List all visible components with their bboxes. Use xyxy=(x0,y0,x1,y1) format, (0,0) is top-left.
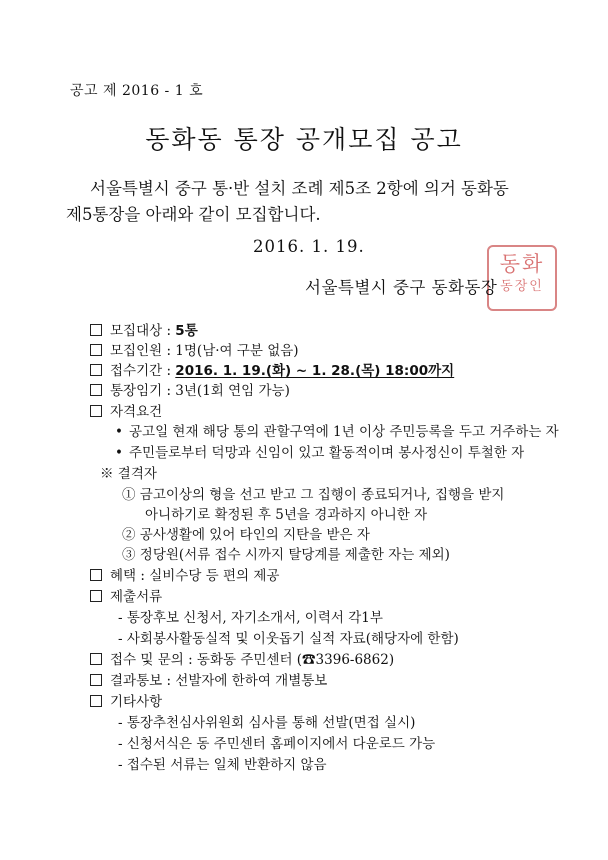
intro-line-2: 제5통장을 아래와 같이 모집합니다. xyxy=(66,205,321,224)
item-text: 공고일 현재 해당 통의 관할구역에 1년 이상 주민등록을 두고 거주하는 자 xyxy=(129,424,559,440)
item-text: 통장임기 : 3년(1회 연임 가능) xyxy=(110,383,290,399)
official-seal xyxy=(487,245,557,311)
item-text: 접수 및 문의 : 동화동 주민센터 (☎3396-6862) xyxy=(110,652,395,668)
checkbox-icon xyxy=(90,674,102,686)
etc-3: - 접수된 서류는 일체 반환하지 않음 xyxy=(118,757,327,773)
qualification-2 xyxy=(115,441,524,461)
item-heading: 기타사항 xyxy=(110,694,163,710)
item-documents xyxy=(90,585,162,605)
item-label: 접수기간 : xyxy=(110,363,176,379)
checkbox-icon xyxy=(90,590,102,602)
checkbox-icon xyxy=(90,653,102,665)
document-title: 동화동 통장 공개모집 공고 xyxy=(145,125,463,154)
checkbox-icon xyxy=(90,695,102,707)
item-text: 결과통보 : 선발자에 한하여 개별통보 xyxy=(110,673,328,689)
item-contact xyxy=(90,648,394,668)
checkbox-icon xyxy=(90,384,102,396)
checkbox-icon xyxy=(90,364,102,376)
item-heading: 자격요건 xyxy=(110,404,163,420)
item-result xyxy=(90,669,327,689)
etc-1: - 통장추천심사위원회 심사를 통해 선발(면접 실시) xyxy=(118,715,416,731)
seal-text-2: 동장인 xyxy=(500,279,544,294)
checkbox-icon xyxy=(90,344,102,356)
disqualification-2: ② 공사생활에 있어 타인의 지탄을 받은 자 xyxy=(122,527,370,543)
item-recruit-count xyxy=(90,339,299,359)
item-recruit-target xyxy=(90,319,198,339)
item-qualifications xyxy=(90,400,162,420)
notice-number: 공고 제 2016 - 1 호 xyxy=(70,83,204,99)
seal-text-1: 동화 xyxy=(499,252,545,276)
checkbox-icon xyxy=(90,405,102,417)
issuer-name: 서울특별시 중구 동화동장 xyxy=(305,278,498,297)
bullet-icon: • xyxy=(115,445,123,461)
bullet-icon: • xyxy=(115,424,123,440)
disqualification-1a: ① 금고이상의 형을 선고 받고 그 집행이 종료되거나, 집행을 받지 xyxy=(122,487,505,503)
document-2: - 사회봉사활동실적 및 이웃돕기 실적 자료(해당자에 한함) xyxy=(118,631,459,647)
item-benefit xyxy=(90,564,279,584)
item-text: 모집인원 : 1명(남·여 구분 없음) xyxy=(110,343,299,359)
item-text: 주민들로부터 덕망과 신임이 있고 활동적이며 봉사정신이 투철한 자 xyxy=(129,445,525,461)
disqualification-heading: ※ 결격자 xyxy=(100,466,157,482)
checkbox-icon xyxy=(90,324,102,336)
item-heading: 제출서류 xyxy=(110,589,163,605)
intro-line-1: 서울특별시 중구 통·반 설치 조례 제5조 2항에 의거 동화동 xyxy=(90,179,509,198)
disqualification-3: ③ 정당원(서류 접수 시까지 탈당계를 제출한 자는 제외) xyxy=(122,547,450,563)
target-value: 5통 xyxy=(175,323,198,339)
qualification-1 xyxy=(115,420,559,440)
document-1: - 통장후보 신청서, 자기소개서, 이력서 각1부 xyxy=(118,610,383,626)
document-date: 2016. 1. 19. xyxy=(253,237,365,256)
item-etc xyxy=(90,690,162,710)
period-value: 2016. 1. 19.(화) ~ 1. 28.(목) 18:00까지 xyxy=(175,363,455,379)
item-term xyxy=(90,379,290,399)
disqualification-1b: 아니하기로 확정된 후 5년을 경과하지 아니한 자 xyxy=(145,507,428,523)
item-label: 모집대상 : xyxy=(110,323,176,339)
item-period xyxy=(90,359,454,379)
etc-2: - 신청서식은 동 주민센터 홈페이지에서 다운로드 가능 xyxy=(118,736,436,752)
checkbox-icon xyxy=(90,569,102,581)
item-text: 혜택 : 실비수당 등 편의 제공 xyxy=(110,568,280,584)
